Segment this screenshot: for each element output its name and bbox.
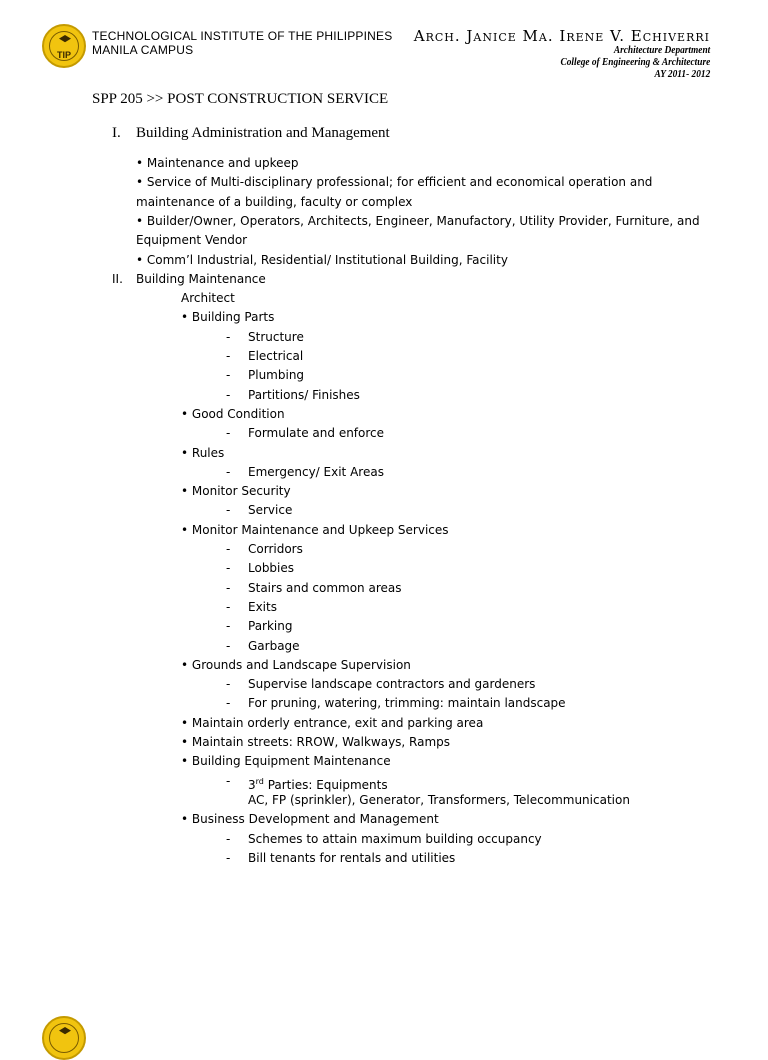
superscript: rd xyxy=(255,776,264,786)
sub-item-text: Parking xyxy=(248,619,293,634)
dash-marker: - xyxy=(226,831,231,846)
dash-marker: - xyxy=(226,619,231,634)
sub-item xyxy=(248,503,292,518)
sub-item xyxy=(248,561,294,576)
sub-item-text: Schemes to attain maximum building occupancy xyxy=(248,831,542,846)
sub-item xyxy=(248,349,303,364)
section-1-item: • Comm’l Industrial, Residential/ Institutional Building, Facility xyxy=(136,252,508,267)
sub-item xyxy=(248,426,384,441)
sub-item xyxy=(248,774,388,793)
sub-item xyxy=(248,619,293,634)
sub-item-text: Emergency/ Exit Areas xyxy=(248,464,384,479)
dash-marker: - xyxy=(226,387,231,402)
sub-item-text: Stairs and common areas xyxy=(248,580,402,595)
sub-item-text: Garbage xyxy=(248,638,300,653)
sub-item xyxy=(248,330,304,345)
sub-item-text: Electrical xyxy=(248,349,304,363)
author-block xyxy=(414,28,710,80)
sub-item-text: Plumbing xyxy=(248,368,305,383)
bullet-item: • Business Development and Management xyxy=(181,812,439,827)
section-1-item: maintenance of a building, faculty or complex xyxy=(136,194,413,209)
sub-item xyxy=(248,832,542,847)
sub-item xyxy=(248,465,384,480)
bullet-item: • Monitor Maintenance and Upkeep Services xyxy=(181,522,449,537)
dash-marker: - xyxy=(226,773,231,788)
section-1-number: I. xyxy=(112,125,121,141)
footer-logo xyxy=(42,1016,86,1060)
section-2-role: Architect xyxy=(181,291,235,306)
section-2-title: Building Maintenance xyxy=(136,271,266,286)
sub-item-continuation: AC, FP (sprinkler), Generator, Transformers, Telecommunication xyxy=(248,792,630,807)
dash-marker: - xyxy=(226,580,231,595)
sub-item-text: 3 xyxy=(248,777,256,792)
sub-item-text: Service xyxy=(248,503,293,518)
author-name: Arch. Janice Ma. Irene V. Echiverri xyxy=(413,27,710,45)
sub-item-text: Corridors xyxy=(248,542,303,556)
sub-item xyxy=(248,639,300,654)
sub-item-text: For pruning, watering, trimming: maintain landscape xyxy=(248,696,566,711)
section-1-item: Equipment Vendor xyxy=(136,233,248,248)
institute-line-1: TECHNOLOGICAL INSTITUTE OF THE PHILIPPINES xyxy=(92,29,393,43)
sub-item-text: Formulate and enforce xyxy=(248,426,385,441)
sub-item xyxy=(248,600,277,615)
sub-item xyxy=(248,696,566,711)
college: College of Engineering & Architecture xyxy=(560,56,710,68)
section-2-heading xyxy=(112,272,266,287)
sub-item-text: Structure xyxy=(248,329,304,344)
section-1-item: • Maintenance and upkeep xyxy=(136,156,299,170)
dash-marker: - xyxy=(226,464,231,479)
dash-marker: - xyxy=(226,426,231,441)
bullet-item: • Maintain orderly entrance, exit and parking area xyxy=(181,715,484,730)
academic-year: AY 2011- 2012 xyxy=(654,68,710,80)
section-1-item: • Builder/Owner, Operators, Architects, Engineer, Manufactory, Utility Provider, Furniture, and xyxy=(136,213,700,228)
dash-marker: - xyxy=(226,638,231,653)
sub-item-rest: Parties: Equipments xyxy=(263,777,388,792)
bullet-item: • Grounds and Landscape Supervision xyxy=(181,657,411,672)
dash-marker: - xyxy=(226,503,231,518)
dash-marker: - xyxy=(226,696,231,711)
sub-item-text: Bill tenants for rentals and utilities xyxy=(248,850,456,865)
dash-marker: - xyxy=(226,349,231,363)
sub-item xyxy=(248,677,535,692)
section-1-heading xyxy=(112,125,390,142)
institute-line-2: MANILA CAMPUS xyxy=(92,43,194,57)
section-2-number: II. xyxy=(112,271,123,286)
sub-item xyxy=(248,581,402,596)
dash-marker: - xyxy=(226,850,231,865)
bullet-item: • Monitor Security xyxy=(181,484,291,499)
sub-item xyxy=(248,388,360,403)
dash-marker: - xyxy=(226,561,231,576)
sub-item xyxy=(248,368,304,383)
dash-marker: - xyxy=(226,329,231,344)
bullet-item: • Maintain streets: RROW, Walkways, Ramps xyxy=(181,735,451,749)
course-title: SPP 205 >> POST CONSTRUCTION SERVICE xyxy=(92,91,389,107)
department: Architecture Department xyxy=(613,44,710,56)
sub-item xyxy=(248,542,303,557)
institute-name xyxy=(92,29,392,57)
sub-item-text: Lobbies xyxy=(248,561,295,576)
bullet-item: • Building Equipment Maintenance xyxy=(181,754,391,769)
dash-marker: - xyxy=(226,677,231,692)
dash-marker: - xyxy=(226,542,231,556)
dash-marker: - xyxy=(226,368,231,383)
sub-item xyxy=(248,851,455,866)
tip-logo: TIP xyxy=(42,24,86,68)
section-1-title: Building Administration and Management xyxy=(136,125,390,141)
sub-item-text: Exits xyxy=(248,599,277,614)
bullet-item: • Building Parts xyxy=(181,310,275,325)
bullet-item: • Rules xyxy=(181,445,225,460)
sub-item-text: Supervise landscape contractors and gardeners xyxy=(248,677,536,692)
section-1-item: • Service of Multi-disciplinary professional; for efficient and economical operation and xyxy=(136,175,653,190)
dash-marker: - xyxy=(226,599,231,614)
sub-item-text: Partitions/ Finishes xyxy=(248,387,360,402)
bullet-item: • Good Condition xyxy=(181,406,285,421)
